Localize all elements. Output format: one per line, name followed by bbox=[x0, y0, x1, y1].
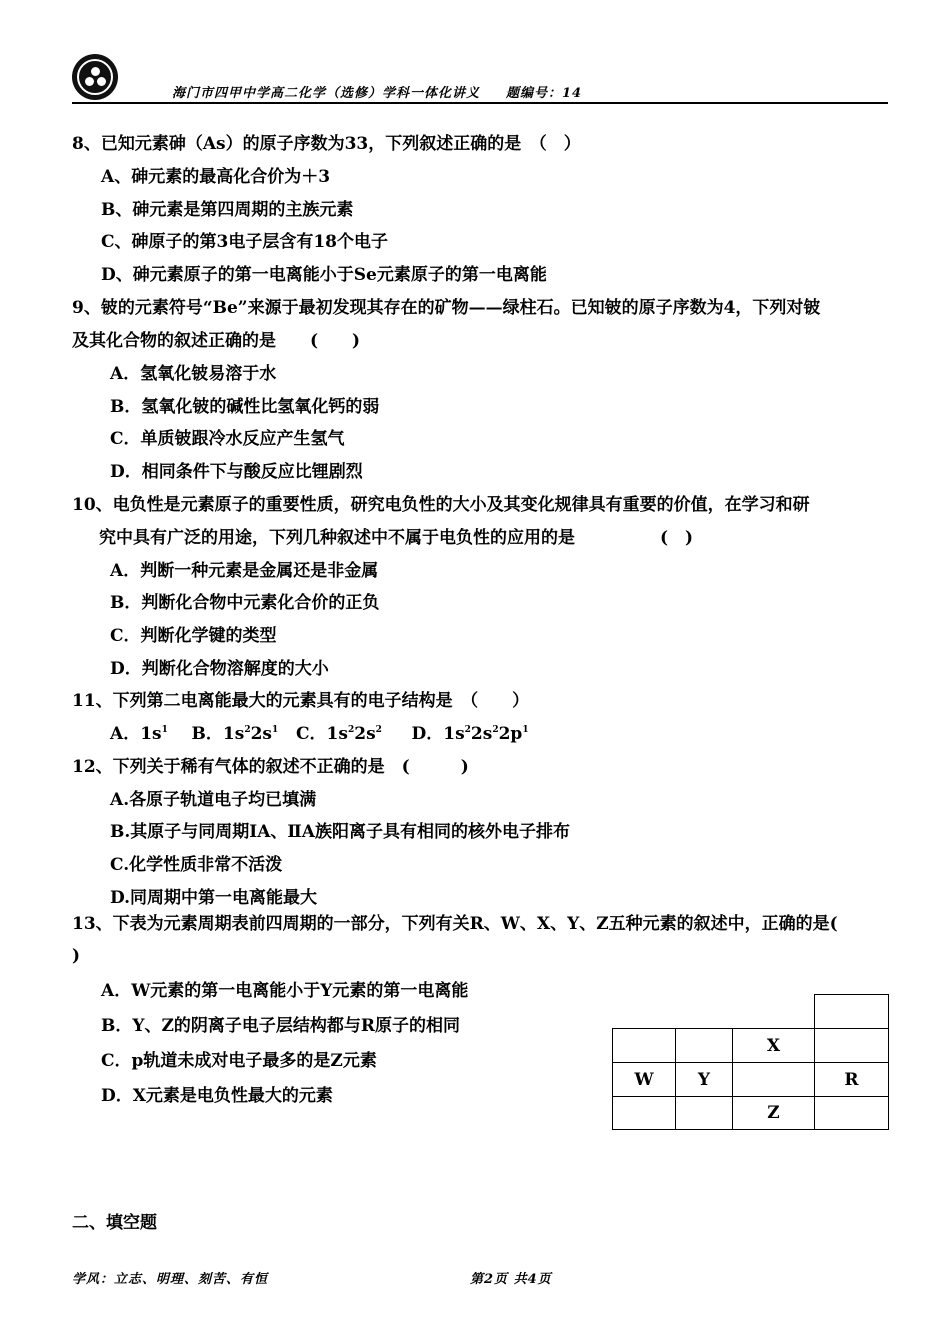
q11-option-d bbox=[412, 724, 529, 744]
q11-option-c bbox=[296, 724, 382, 744]
q11-d-sup3: 1 bbox=[522, 725, 529, 735]
q9-option-b: B．氢氧化铍的碱性比氢氧化钙的弱 bbox=[110, 397, 380, 417]
table-cell bbox=[612, 1028, 676, 1063]
q13-option-c: C．p轨道未成对电子最多的是Z元素 bbox=[101, 1051, 377, 1071]
table-cell-x: X bbox=[732, 1028, 815, 1063]
q9-stem-line1: 9、铍的元素符号“Be”来源于最初发现其存在的矿物——绿柱石。已知铍的原子序数为4，下列对铍 bbox=[72, 298, 821, 318]
logo-ring bbox=[77, 59, 113, 95]
q13-option-a: A．W元素的第一电离能小于Y元素的第一电离能 bbox=[101, 981, 469, 1001]
q11-d-text: D．1s bbox=[411, 724, 465, 744]
header-title-text: 海门市四甲中学高二化学（选修）学科一体化讲义 bbox=[172, 86, 481, 101]
table-cell bbox=[675, 1028, 733, 1063]
q8-option-b: B、砷元素是第四周期的主族元素 bbox=[101, 200, 354, 220]
q13-option-d: D．X元素是电负性最大的元素 bbox=[101, 1086, 333, 1106]
q11-b-mid: 2s bbox=[250, 724, 272, 744]
q10-stem-line1: 10、电负性是元素原子的重要性质，研究电负性的大小及其变化规律具有重要的价值，在学习和研 bbox=[72, 495, 810, 515]
header-rule bbox=[72, 102, 888, 104]
table-cell bbox=[814, 1096, 889, 1130]
q11-a-text: A．1s bbox=[110, 724, 162, 744]
logo-dot bbox=[85, 77, 94, 86]
q8-option-c: C、砷原子的第3电子层含有18个电子 bbox=[101, 232, 389, 252]
table-cell bbox=[814, 1028, 889, 1063]
q10-option-c: C．判断化学键的类型 bbox=[110, 626, 277, 646]
q8-option-d: D、砷元素原子的第一电离能小于Se元素原子的第一电离能 bbox=[101, 265, 547, 285]
q11-c-mid: 2s bbox=[354, 724, 376, 744]
table-cell bbox=[814, 994, 889, 1029]
section-heading-fill-in: 二、填空题 bbox=[72, 1213, 157, 1233]
q13-stem-line1: 13、下表为元素周期表前四周期的一部分，下列有关R、W、X、Y、Z五种元素的叙述中，正确的是( bbox=[72, 914, 838, 934]
q13-stem-line2: ) bbox=[72, 946, 81, 966]
q10-option-b: B．判断化合物中元素化合价的正负 bbox=[110, 593, 380, 613]
q11-c-text: C．1s bbox=[296, 724, 348, 744]
school-logo bbox=[72, 54, 118, 100]
q12-option-c: C.化学性质非常不活泼 bbox=[110, 855, 283, 875]
q11-options bbox=[110, 724, 529, 744]
q11-a-sup: 1 bbox=[161, 725, 168, 735]
table-cell-w: W bbox=[612, 1062, 676, 1097]
footer-page-number: 第2页 共4页 bbox=[470, 1272, 552, 1287]
logo-dot bbox=[97, 77, 106, 86]
table-cell-r: R bbox=[814, 1062, 889, 1097]
header-code: 题编号：14 bbox=[506, 86, 583, 101]
q11-option-a bbox=[110, 724, 168, 744]
q10-option-d: D．判断化合物溶解度的大小 bbox=[110, 659, 329, 679]
q11-d-mid2: 2p bbox=[498, 724, 523, 744]
q11-b-sup2: 1 bbox=[272, 725, 279, 735]
q11-c-sup2: 2 bbox=[375, 725, 382, 735]
table-cell bbox=[612, 1096, 676, 1130]
q10-stem-line2: 究中具有广泛的用途，下列几种叙述中不属于电负性的应用的是 ( ) bbox=[99, 528, 694, 548]
q12-stem: 12、下列关于稀有气体的叙述不正确的是 ( ) bbox=[72, 757, 469, 777]
periodic-table-fragment bbox=[612, 994, 889, 1130]
q11-d-sup2: 2 bbox=[492, 725, 499, 735]
q12-option-a: A.各原子轨道电子均已填满 bbox=[110, 790, 317, 810]
q12-option-b: B.其原子与同周期ⅠA、ⅡA族阳离子具有相同的核外电子排布 bbox=[110, 822, 570, 842]
footer-motto: 学风：立志、明理、刻苦、有恒 bbox=[72, 1272, 269, 1287]
table-cell-z: Z bbox=[732, 1096, 815, 1130]
q11-b-sup1: 2 bbox=[244, 725, 251, 735]
q11-option-b bbox=[192, 724, 279, 744]
q13-option-b: B．Y、Z的阴离子电子层结构都与R原子的相同 bbox=[101, 1016, 461, 1036]
q8-option-a: A、砷元素的最高化合价为＋3 bbox=[101, 167, 331, 187]
q10-option-a: A．判断一种元素是金属还是非金属 bbox=[110, 561, 379, 581]
logo-dot bbox=[91, 67, 100, 76]
q9-option-d: D．相同条件下与酸反应比锂剧烈 bbox=[110, 462, 363, 482]
q12-option-d: D.同周期中第一电离能最大 bbox=[110, 888, 318, 908]
table-cell bbox=[675, 1096, 733, 1130]
header-title bbox=[172, 82, 582, 101]
q9-stem-line2: 及其化合物的叙述正确的是 ( ) bbox=[72, 331, 361, 351]
table-cell-y: Y bbox=[675, 1062, 733, 1097]
q9-option-a: A．氢氧化铍易溶于水 bbox=[110, 364, 277, 384]
q11-d-sup1: 2 bbox=[464, 725, 471, 735]
q11-c-sup1: 2 bbox=[347, 725, 355, 735]
table-cell bbox=[732, 1062, 815, 1097]
q8-stem: 8、已知元素砷（As）的原子序数为33，下列叙述正确的是 （ ） bbox=[72, 134, 581, 154]
q11-b-text: B．1s bbox=[191, 724, 245, 744]
q9-option-c: C．单质铍跟冷水反应产生氢气 bbox=[110, 429, 345, 449]
q11-d-mid: 2s bbox=[470, 724, 493, 744]
q11-stem: 11、下列第二电离能最大的元素具有的电子结构是 （ ） bbox=[72, 691, 530, 711]
